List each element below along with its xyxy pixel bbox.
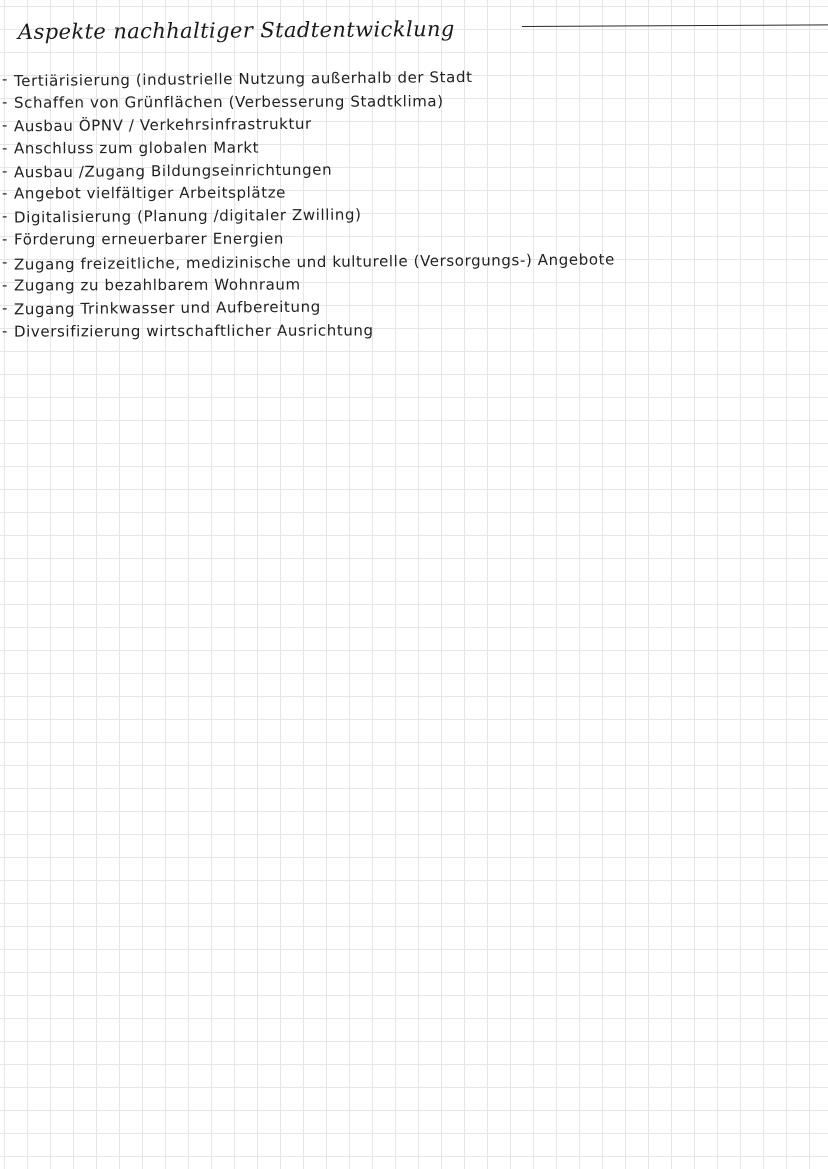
aspect-list xyxy=(2,68,615,343)
list-item-text: Digitalisierung (Planung /digitaler Zwilling) xyxy=(13,205,362,227)
list-item xyxy=(2,182,615,205)
list-item xyxy=(2,320,615,343)
list-item xyxy=(2,137,615,160)
list-item-text: Diversifizierung wirtschaftlicher Ausrichtung xyxy=(13,321,374,341)
list-item xyxy=(2,68,615,91)
list-item xyxy=(2,228,615,251)
bullet-dash: - xyxy=(2,70,9,88)
list-item xyxy=(2,251,615,274)
page-title: Aspekte nachhaltiger Stadtentwicklung xyxy=(17,16,455,44)
bullet-dash: - xyxy=(2,298,9,317)
title-underline xyxy=(522,24,828,27)
bullet-dash: - xyxy=(2,115,9,134)
bullet-dash: - xyxy=(2,253,9,272)
list-item-text: Förderung erneuerbarer Energien xyxy=(13,229,285,249)
bullet-dash: - xyxy=(2,161,9,180)
list-item-text: Angebot vielfältiger Arbeitsplätze xyxy=(13,183,287,203)
list-item-text: Zugang Trinkwasser und Aufbereitung xyxy=(13,297,321,319)
list-item-text: Anschluss zum globalen Markt xyxy=(13,138,260,158)
bullet-dash: - xyxy=(2,230,9,249)
list-item-text: Ausbau ÖPNV / Verkehrsinfrastruktur xyxy=(13,114,312,136)
list-item xyxy=(2,274,615,297)
list-item xyxy=(2,160,615,183)
list-item xyxy=(2,205,615,228)
bullet-dash: - xyxy=(2,207,9,226)
bullet-dash: - xyxy=(2,92,9,111)
list-item-text: Zugang zu bezahlbarem Wohnraum xyxy=(13,275,301,295)
bullet-dash: - xyxy=(2,184,9,203)
list-item xyxy=(2,297,615,320)
list-item xyxy=(2,114,615,137)
bullet-dash: - xyxy=(2,276,9,295)
list-item xyxy=(2,91,615,114)
bullet-dash: - xyxy=(2,138,9,157)
list-item-text: Schaffen von Grünflächen (Verbesserung Stadtklima) xyxy=(13,92,444,112)
bullet-dash: - xyxy=(2,321,9,340)
list-item-text: Tertiärisierung (industrielle Nutzung außerhalb der Stadt xyxy=(13,67,473,91)
list-item-text: Zugang freizeitliche, medizinische und kulturelle (Versorgungs-) Angebote xyxy=(13,250,615,274)
list-item-text: Ausbau /Zugang Bildungseinrichtungen xyxy=(13,160,333,181)
